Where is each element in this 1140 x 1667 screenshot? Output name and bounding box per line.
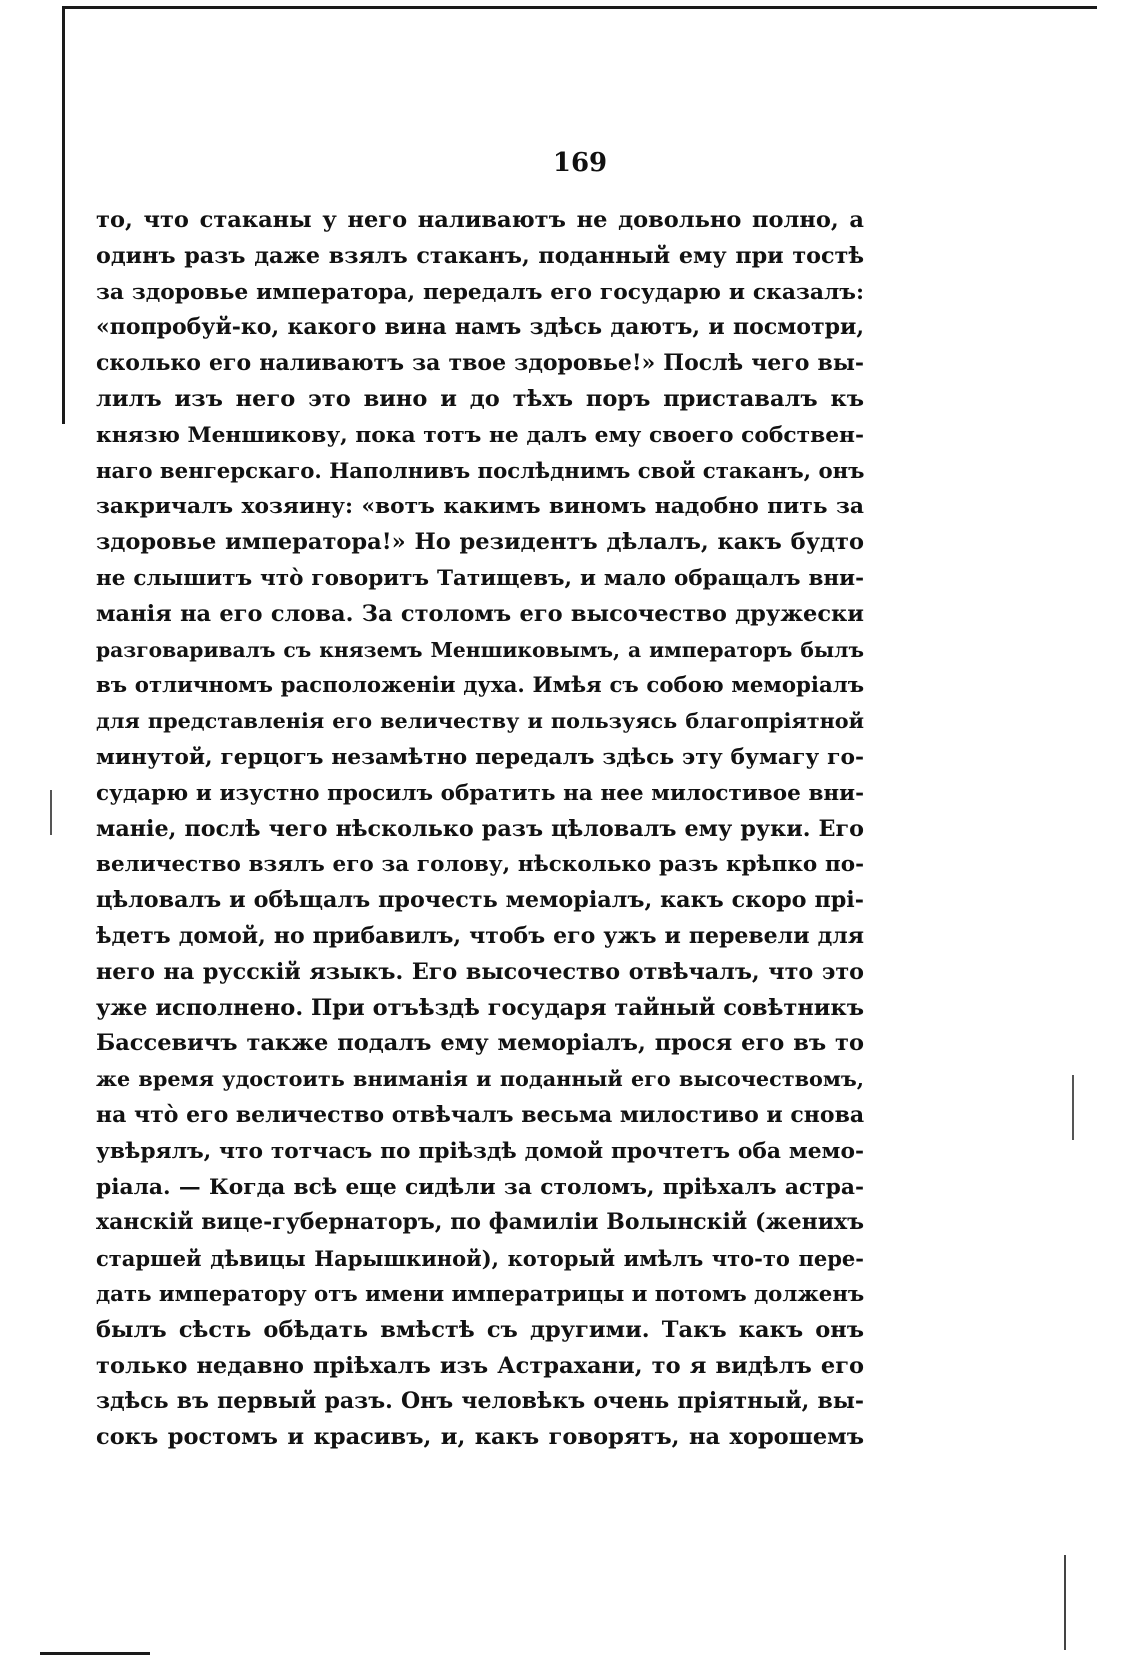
scan-mark-left: [50, 790, 52, 835]
text-line: закричалъ хозяину: «вотъ какимъ виномъ надобно пить за: [96, 494, 864, 520]
text-line: былъ сѣсть обѣдать вмѣстѣ съ другими. Такъ какъ онъ: [96, 1316, 864, 1343]
text-line: него на русскій языкъ. Его высочество отвѣчалъ, что это: [96, 958, 864, 985]
text-line: ріала. — Когда всѣ еще сидѣли за столомъ, пріѣхалъ астра-: [96, 1174, 864, 1200]
text-line: одинъ разъ даже взялъ стаканъ, поданный ему при тостѣ: [96, 242, 864, 269]
text-line: уже исполнено. При отъѣздѣ государя тайный совѣтникъ: [96, 994, 864, 1021]
text-line: наго венгерскаго. Наполнивъ послѣднимъ свой стаканъ, онъ: [96, 458, 865, 484]
text-line: Бассевичъ также подалъ ему меморіалъ, прося его въ то: [96, 1030, 864, 1057]
scan-mark-bottom-right: [1064, 1555, 1066, 1650]
text-line: манія на его слова. За столомъ его высочество дружески: [96, 600, 864, 627]
page-number: 169: [552, 148, 608, 178]
text-line: «попробуй-ко, какого вина намъ здѣсь даютъ, и посмотри,: [96, 314, 864, 341]
text-line: сокъ ростомъ и красивъ, и, какъ говорятъ, на хорошемъ: [96, 1424, 864, 1451]
scan-mark-right: [1072, 1075, 1074, 1140]
text-line: на что̀ его величество отвѣчалъ весьма милостиво и снова: [96, 1101, 865, 1128]
text-line: въ отличномъ расположеніи духа. Имѣя съ собою меморіалъ: [96, 673, 864, 699]
body-text: [96, 203, 864, 1456]
text-line: сударю и изустно просилъ обратить на нее милостивое вни-: [96, 780, 864, 806]
text-line: за здоровье императора, передалъ его государю и сказалъ:: [96, 279, 864, 305]
scan-border-bottom: [40, 1652, 150, 1655]
text-line: дать императору отъ имени императрицы и потомъ долженъ: [96, 1281, 865, 1307]
text-line: только недавно пріѣхалъ изъ Астрахани, то я видѣлъ его: [96, 1352, 864, 1379]
text-line: минутой, герцогъ незамѣтно передалъ здѣсь эту бумагу го-: [96, 744, 864, 770]
text-line: сколько его наливаютъ за твое здоровье!» Послѣ чего вы-: [96, 350, 864, 377]
scan-border-top: [62, 6, 1097, 9]
text-line: ханскій вице-губернаторъ, по фамиліи Волынскій (женихъ: [96, 1209, 864, 1236]
text-line: лилъ изъ него это вино и до тѣхъ поръ приставалъ къ: [96, 385, 864, 412]
text-line: увѣрялъ, что тотчасъ по пріѣздѣ домой прочтетъ оба мемо-: [96, 1138, 864, 1164]
text-line: разговаривалъ съ княземъ Меншиковымъ, а императоръ былъ: [96, 637, 864, 662]
text-line: ѣдетъ домой, но прибавилъ, чтобъ его ужъ и перевели для: [96, 922, 864, 949]
text-line: князю Меншикову, пока тотъ не далъ ему своего собствен-: [96, 422, 864, 448]
text-line: старшей дѣвицы Нарышкиной), который имѣлъ что-то пере-: [96, 1246, 864, 1272]
scan-border-left: [62, 6, 65, 424]
text-line: то, что стаканы у него наливаютъ не довольно полно, а: [96, 207, 864, 233]
text-line: не слышитъ что̀ говоритъ Татищевъ, и мало обращалъ вни-: [96, 565, 864, 591]
text-line: здоровье императора!» Но резидентъ дѣлалъ, какъ будто: [96, 529, 864, 556]
text-line: цѣловалъ и обѣщалъ прочесть меморіалъ, какъ скоро прі-: [96, 887, 864, 914]
text-line: здѣсь въ первый разъ. Онъ человѣкъ очень пріятный, вы-: [96, 1388, 864, 1415]
text-line: величество взялъ его за голову, нѣсколько разъ крѣпко по-: [96, 852, 864, 878]
text-line: для представленія его величеству и пользуясь благопріятной: [96, 709, 864, 734]
text-line: маніе, послѣ чего нѣсколько разъ цѣловалъ ему руки. Его: [96, 815, 864, 842]
text-line: же время удостоить вниманія и поданный его высочествомъ,: [96, 1067, 864, 1092]
